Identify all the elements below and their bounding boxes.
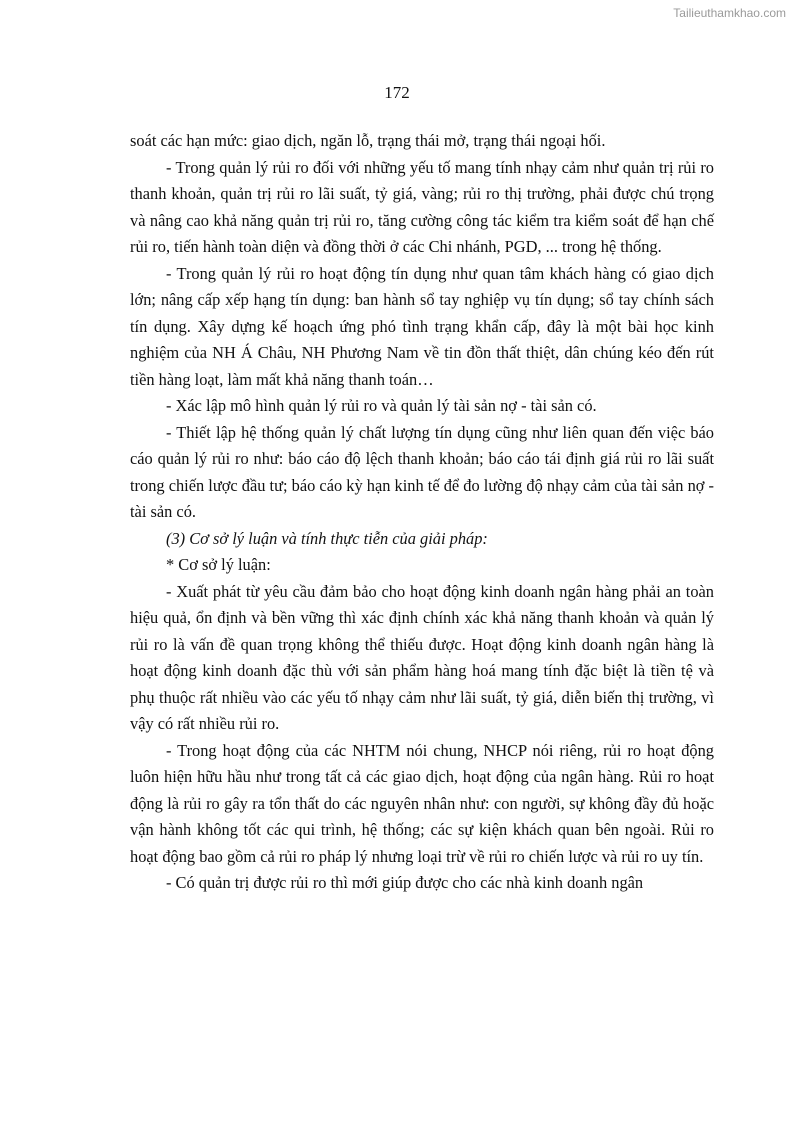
subsection-heading: * Cơ sở lý luận: xyxy=(166,555,271,574)
paragraph: - Trong hoạt động của các NHTM nói chung, NHCP nói riêng, rủi ro hoạt động luôn hiện hữu hầu như trong tất cả các giao dịch, hoạt động của ngân hàng. Rủi ro hoạt động là rủi ro gây ra tổn thất do các nguyên nhân như: con người, sự không đầy đủ hoặc vận hành không tốt các qui trình, hệ thống; các sự kiện khách quan bên ngoài. Rủi ro hoạt động bao gồm cả rủi ro pháp lý nhưng loại trừ về rủi ro chiến lược và rủi ro uy tín. xyxy=(130,740,714,866)
page-number: 172 xyxy=(384,83,410,102)
paragraph: - Xác lập mô hình quản lý rủi ro và quản lý tài sản nợ - tài sản có. xyxy=(166,396,597,415)
paragraph: - Xuất phát từ yêu cầu đảm bảo cho hoạt động kinh doanh ngân hàng phải an toàn hiệu quả, ổn định và bền vững thì xác định chính xác khả năng thanh khoản và quản lý rủi ro là vấn đề quan trọng không thể thiếu được. Hoạt động kinh doanh ngân hàng là hoạt động kinh doanh đặc thù với sản phẩm hàng hoá mang tính đặc biệt là tiền tệ và phụ thuộc rất nhiều vào các yếu tố nhạy cảm như lãi suất, tỷ giá, diễn biến thị trường, vì vậy có rất nhiều rủi ro. xyxy=(130,581,714,733)
body-text xyxy=(130,128,714,897)
section-heading: (3) Cơ sở lý luận và tính thực tiễn của giải pháp: xyxy=(166,528,488,548)
paragraph: - Trong quản lý rủi ro đối với những yếu tố mang tính nhạy cảm như quản trị rủi ro thanh khoản, quản trị rủi ro lãi suất, tỷ giá, vàng; rủi ro thị trường, phải được chú trọng và nâng cao khả năng quản trị rủi ro, tăng cường công tác kiểm tra kiểm soát để hạn chế rủi ro, tiến hành toàn diện và đồng thời ở các Chi nhánh, PGD, ... trong hệ thống. xyxy=(130,157,714,256)
watermark: Tailieuthamkhao.com xyxy=(673,6,786,20)
paragraph: - Trong quản lý rủi ro hoạt động tín dụng như quan tâm khách hàng có giao dịch lớn; nâng cấp xếp hạng tín dụng: ban hành sổ tay nghiệp vụ tín dụng; sổ tay chính sách tín dụng. Xây dựng kế hoạch ứng phó tình trạng khẩn cấp, đây là một bài học kinh nghiệm của NH Á Châu, NH Phương Nam về tin đồn thất thiệt, dân chúng kéo đến rút tiền hàng loạt, làm mất khả năng thanh toán… xyxy=(130,263,714,389)
paragraph-continued: soát các hạn mức: giao dịch, ngăn lỗ, trạng thái mở, trạng thái ngoại hối. xyxy=(130,131,606,150)
paragraph-last: - Có quản trị được rủi ro thì mới giúp được cho các nhà kinh doanh ngân xyxy=(166,873,644,892)
paragraph: - Thiết lập hệ thống quản lý chất lượng tín dụng cũng như liên quan đến việc báo cáo quản lý rủi ro như: báo cáo độ lệch thanh khoản; báo cáo tái định giá rủi ro lãi suất trong chiến lược đầu tư; báo cáo kỳ hạn kinh tế để đo lường độ nhạy cảm của tài sản nợ - tài sản có. xyxy=(130,422,714,521)
